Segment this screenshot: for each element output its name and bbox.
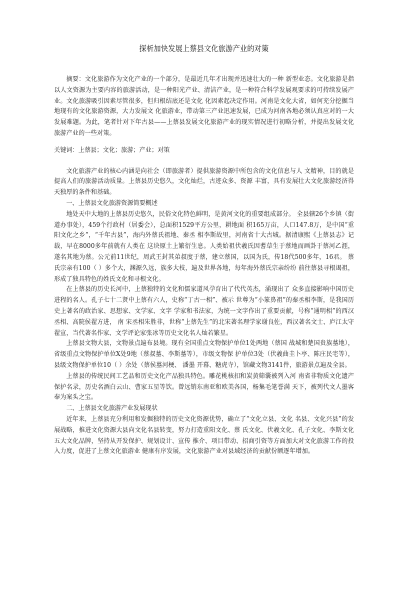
- intro-paragraph: 文化旅游产业的核心内涵是向社会（即旅游者）提供旅游资源中所包含的文化信息与人 文精神，目的就是提高人们的旅游活动质量。上蔡县历史悠久，文化灿烂，古迹众多、资源 丰富，具有发展壮大文化旅游经济得天独厚的条件和基础。: [54, 167, 354, 197]
- body-paragraph-3: 上蔡县文物大县，文物景点遍布县境。现有全国重点文物保护单位1处两地（蔡国 战城和楚国贵族墓地），省级重点文物保护单位X处9地（蔡叔墓、李斯墓等），市级文物保 护单位3处（伏羲曲圭卜亭、陈庄民宅等），县级文物保护单位10（ ）余处（蔡侯墓河梗、 潘墨 开幕、糖虎寺），馆藏文物3141件，旅游景点遍及全县。: [54, 340, 354, 369]
- body-paragraph-2: 在上蔡县的历史长河中，上蔡独特的文化和儒家道风孕育出了代代英杰，涌现出了 众多直接影响中国历史进程的名人。孔子七十二贤中上蔡有六人，史称“丁古一相”、被示 世尊为“小篆鼻祖”的秦丞相李斯，是我国历史上著名的政治家、思想家、文学家、文字 学家和书法家，为统一文字作出了重要贡献，号称“通明相”的西汉丞相、高院侯翟方进， 南 宋丞相朱胜非，世称“上蔡先生”的北宋著名理学家谢良佐，西汉著名文士、庐江太守 翟宣，当代著名作家、文学评论家张冰等历史文化名人灿若繁星。: [54, 286, 354, 337]
- document-title: 探析加快发展上蔡县文化旅游产业的对策: [139, 44, 269, 53]
- keywords-line: 关键词：上蔡县；文化；旅游；产业；对策: [54, 146, 170, 154]
- section-heading-1: 一、上蔡县文化旅游资源简要概述: [66, 199, 158, 207]
- section-heading-2: 二、上蔡县文化旅游产业发展现状: [66, 405, 158, 413]
- body-paragraph-5: 近年来，上蔡县充分利用和发掘独特的历史文化资源优势，确立了“文化立县、文化 名县、文化兴县”的发展战略，推进文化资源大县向文化名县转变，努力打造重阳文化、蔡 氏文化、伏羲文化、孔子文化、李斯文化五大文化品牌，坚持从开发保护、规划设计、宣传 推介、项目带动、招商引资等方面加大对文化旅游工作的投入力度，促进了上蔡文化旅游业 健康有序发展，文化旅游产业对县域经济的贡献份额逐年增加。: [54, 415, 354, 456]
- body-paragraph-4: 上蔡县的传统民间工艺品和历史文化产品独具特色。雕花桃核扣和炭黄筛囊被列入河 南省非物质文化遗产保护名录，历史名酒白云山、曹家五星等饮。曾远销东南亚和欧美各国，杨集毛笔誉满 天下，被列代文人墨客奉为案头之宝。: [54, 372, 354, 402]
- abstract-paragraph: 摘要：文化旅游作为文化产业的一个部分，是最近几年才出现并迅速壮大的一种 新型业态。文化旅游是指以人文资源为主要内容的旅游活动，是一种阳光产业、清洁产业，是一种符合科学发展观要求的可持续发展产业。文化旅游吸引因素尽管很多，但归根结底还是文化 化因素起决定作用。河南是文化大省，如何充分挖掘当地现有的文化旅游资源，大力发展文 化旅游业，带动第三产业迅速发展，已成为河南各地必须认真应对的一大发展难题。为此，笔者针对下年古县——上蔡县发展文化旅游产业的现实情况进行初略分析，并提出发展文化 旅游产业的一些对策。: [54, 76, 354, 137]
- body-paragraph-1: 地处天中大地的上蔡县历史悠久，民俗文化特色鲜明，是黄河文化的重要组成部分。 全县辖26个乡镇（街道办事处），459个行政村（居委会），总面积1529平方公里，耕地面 积165万亩，人口147.8万，是中国“重阳文化之乡”，“千年古县”，海内外蔡氏祖地、秦丞 相李斯故里，河南省十大古城。据清康熙《上蔡县志》记载，早在8000多年前就有人类在 这块原土上繁衍生息。人类始祖伏羲氏因蓍草生于蔡地而画卦于蔡河乙涯，遂名其地为蔡。公元前11世纪，周武王封其弟叔度于蔡，建立蔡国，以国为氏，传18代500多年，16君。 蔡氏宗亲有100（ ）多个大，渊源久远，族多大枝，遍及世界各地，每年海外蔡氏宗亲纷纷 前往蔡县寻根谒祖，形成了独具特色的姓氏文化和寻根文化。: [54, 210, 354, 283]
